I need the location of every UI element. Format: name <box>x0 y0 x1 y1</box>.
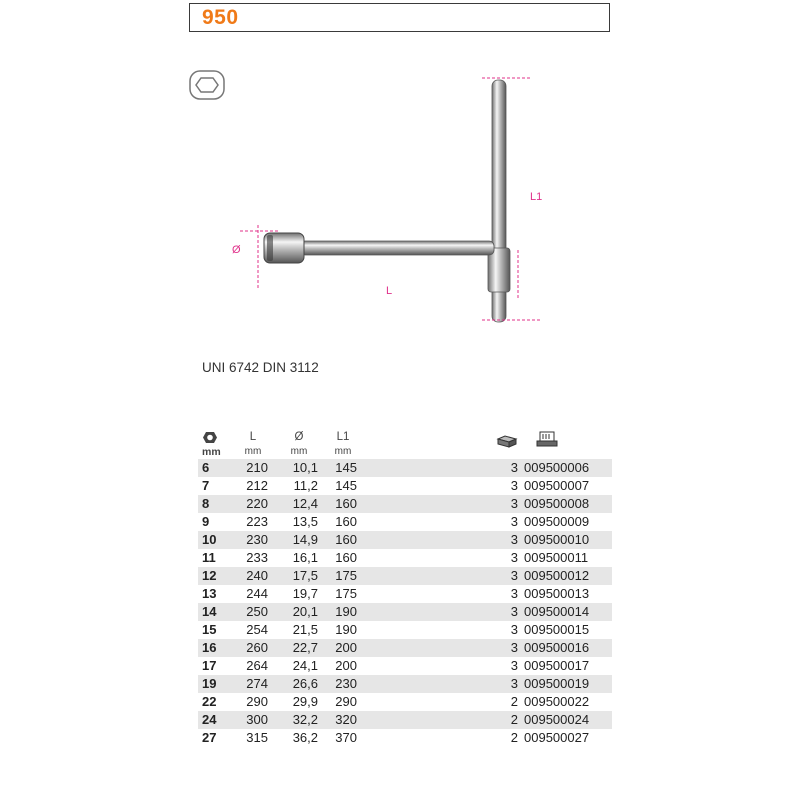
cell-diameter: 36,2 <box>292 730 318 745</box>
cell-l: 315 <box>246 730 268 745</box>
product-number: 950 <box>202 6 239 29</box>
cell-qty: 3 <box>510 460 518 475</box>
cell-code: 009500008 <box>524 496 590 511</box>
cell-diameter: 17,5 <box>292 568 318 583</box>
cell-l: 290 <box>246 694 268 709</box>
cell-code: 009500013 <box>524 586 590 601</box>
cell-code: 009500027 <box>524 730 590 745</box>
cell-l1: 200 <box>335 658 357 673</box>
cell-diameter: 14,9 <box>292 532 318 547</box>
cell-size: 19 <box>202 676 217 691</box>
cell-l: 230 <box>246 532 268 547</box>
cell-l: 274 <box>246 676 268 691</box>
cell-code: 009500024 <box>524 712 590 727</box>
cell-size: 9 <box>202 514 210 529</box>
cell-qty: 3 <box>510 676 518 691</box>
header-l1: L1 <box>336 431 350 443</box>
cell-qty: 3 <box>510 604 518 619</box>
cell-l1: 320 <box>335 712 357 727</box>
table-row <box>198 657 612 675</box>
cell-code: 009500022 <box>524 694 590 709</box>
cell-code: 009500016 <box>524 640 590 655</box>
table-row <box>198 585 612 603</box>
cell-qty: 3 <box>510 586 518 601</box>
cell-l1: 370 <box>335 730 357 745</box>
cell-qty: 3 <box>510 496 518 511</box>
cell-size: 14 <box>202 604 217 619</box>
cell-diameter: 10,1 <box>292 460 318 475</box>
cell-code: 009500019 <box>524 676 590 691</box>
cell-diameter: 32,2 <box>292 712 318 727</box>
cell-l1: 190 <box>335 604 357 619</box>
cell-qty: 3 <box>510 550 518 565</box>
table-row <box>198 693 612 711</box>
standards-text: UNI 6742 DIN 3112 <box>202 360 319 375</box>
table-header-row <box>198 430 612 445</box>
cell-code: 009500006 <box>524 460 590 475</box>
cell-l1: 145 <box>335 478 357 493</box>
cell-l1: 230 <box>335 676 357 691</box>
table-units-row <box>198 445 612 459</box>
cell-qty: 2 <box>510 730 518 745</box>
table-row <box>198 495 612 513</box>
table-row <box>198 549 612 567</box>
cell-qty: 3 <box>510 622 518 637</box>
cell-l: 240 <box>246 568 268 583</box>
cell-code: 009500017 <box>524 658 590 673</box>
unit-size: mm <box>202 446 221 458</box>
cell-l1: 175 <box>335 568 357 583</box>
table-row <box>198 675 612 693</box>
spec-table <box>198 430 612 747</box>
cell-l1: 160 <box>335 496 357 511</box>
cell-l1: 160 <box>335 532 357 547</box>
cell-size: 10 <box>202 532 217 547</box>
cell-l: 260 <box>246 640 268 655</box>
cell-qty: 3 <box>510 640 518 655</box>
cell-size: 17 <box>202 658 217 673</box>
cell-l: 250 <box>246 604 268 619</box>
cell-l1: 175 <box>335 586 357 601</box>
unit-l: mm <box>244 446 262 457</box>
wrench-shaft <box>300 241 494 255</box>
unit-l1: mm <box>334 446 352 457</box>
table-row <box>198 531 612 549</box>
table-row <box>198 603 612 621</box>
cell-size: 13 <box>202 586 217 601</box>
cell-diameter: 19,7 <box>292 586 318 601</box>
cell-code: 009500015 <box>524 622 590 637</box>
cell-l1: 190 <box>335 622 357 637</box>
table-row <box>198 477 612 495</box>
cell-l: 210 <box>246 460 268 475</box>
cell-size: 8 <box>202 496 210 511</box>
cell-code: 009500014 <box>524 604 590 619</box>
cell-size: 27 <box>202 730 217 745</box>
cell-l1: 160 <box>335 514 357 529</box>
cell-diameter: 12,4 <box>292 496 318 511</box>
cell-code: 009500011 <box>524 550 589 565</box>
cell-size: 24 <box>202 712 217 727</box>
cell-size: 7 <box>202 478 210 493</box>
cell-diameter: 13,5 <box>292 514 318 529</box>
cell-qty: 3 <box>510 478 518 493</box>
cell-size: 16 <box>202 640 217 655</box>
cell-diameter: 24,1 <box>292 658 318 673</box>
cell-l: 233 <box>246 550 268 565</box>
cell-l1: 290 <box>335 694 357 709</box>
cell-diameter: 26,6 <box>292 676 318 691</box>
cell-diameter: 11,2 <box>293 478 318 493</box>
cell-l: 220 <box>246 496 268 511</box>
cell-l1: 200 <box>335 640 357 655</box>
cell-size: 12 <box>202 568 217 583</box>
table-row <box>198 711 612 729</box>
cell-code: 009500012 <box>524 568 590 583</box>
cell-l: 244 <box>246 586 268 601</box>
cell-qty: 3 <box>510 658 518 673</box>
title-box <box>189 3 610 32</box>
cell-l: 254 <box>246 622 268 637</box>
cell-code: 009500007 <box>524 478 590 493</box>
cell-qty: 2 <box>510 712 518 727</box>
cell-qty: 3 <box>510 514 518 529</box>
cell-diameter: 29,9 <box>292 694 318 709</box>
cell-l1: 160 <box>335 550 357 565</box>
table-row <box>198 621 612 639</box>
unit-diameter: mm <box>290 446 308 457</box>
cell-code: 009500009 <box>524 514 590 529</box>
table-row <box>198 639 612 657</box>
cell-l: 212 <box>246 478 268 493</box>
label-diameter: Ø <box>232 244 241 256</box>
cell-size: 15 <box>202 622 217 637</box>
cell-l: 300 <box>246 712 268 727</box>
table-row <box>198 567 612 585</box>
label-l1: L1 <box>530 191 543 203</box>
header-l: L <box>249 431 257 443</box>
cell-diameter: 20,1 <box>292 604 318 619</box>
t-handle-wrench-drawing <box>220 70 560 330</box>
cell-code: 009500010 <box>524 532 590 547</box>
cell-l: 223 <box>246 514 268 529</box>
cell-qty: 3 <box>510 568 518 583</box>
table-row <box>198 513 612 531</box>
table-row <box>198 729 612 747</box>
table-body <box>198 459 612 747</box>
cell-diameter: 22,7 <box>292 640 318 655</box>
label-l: L <box>386 285 393 297</box>
cell-size: 11 <box>202 550 216 565</box>
cell-qty: 2 <box>510 694 518 709</box>
cell-diameter: 16,1 <box>292 550 318 565</box>
cell-diameter: 21,5 <box>292 622 318 637</box>
cell-l: 264 <box>246 658 268 673</box>
cell-qty: 3 <box>510 532 518 547</box>
cell-size: 6 <box>202 460 210 475</box>
header-diameter: Ø <box>294 431 304 443</box>
table-row <box>198 459 612 477</box>
cell-l1: 145 <box>335 460 357 475</box>
cell-size: 22 <box>202 694 217 709</box>
